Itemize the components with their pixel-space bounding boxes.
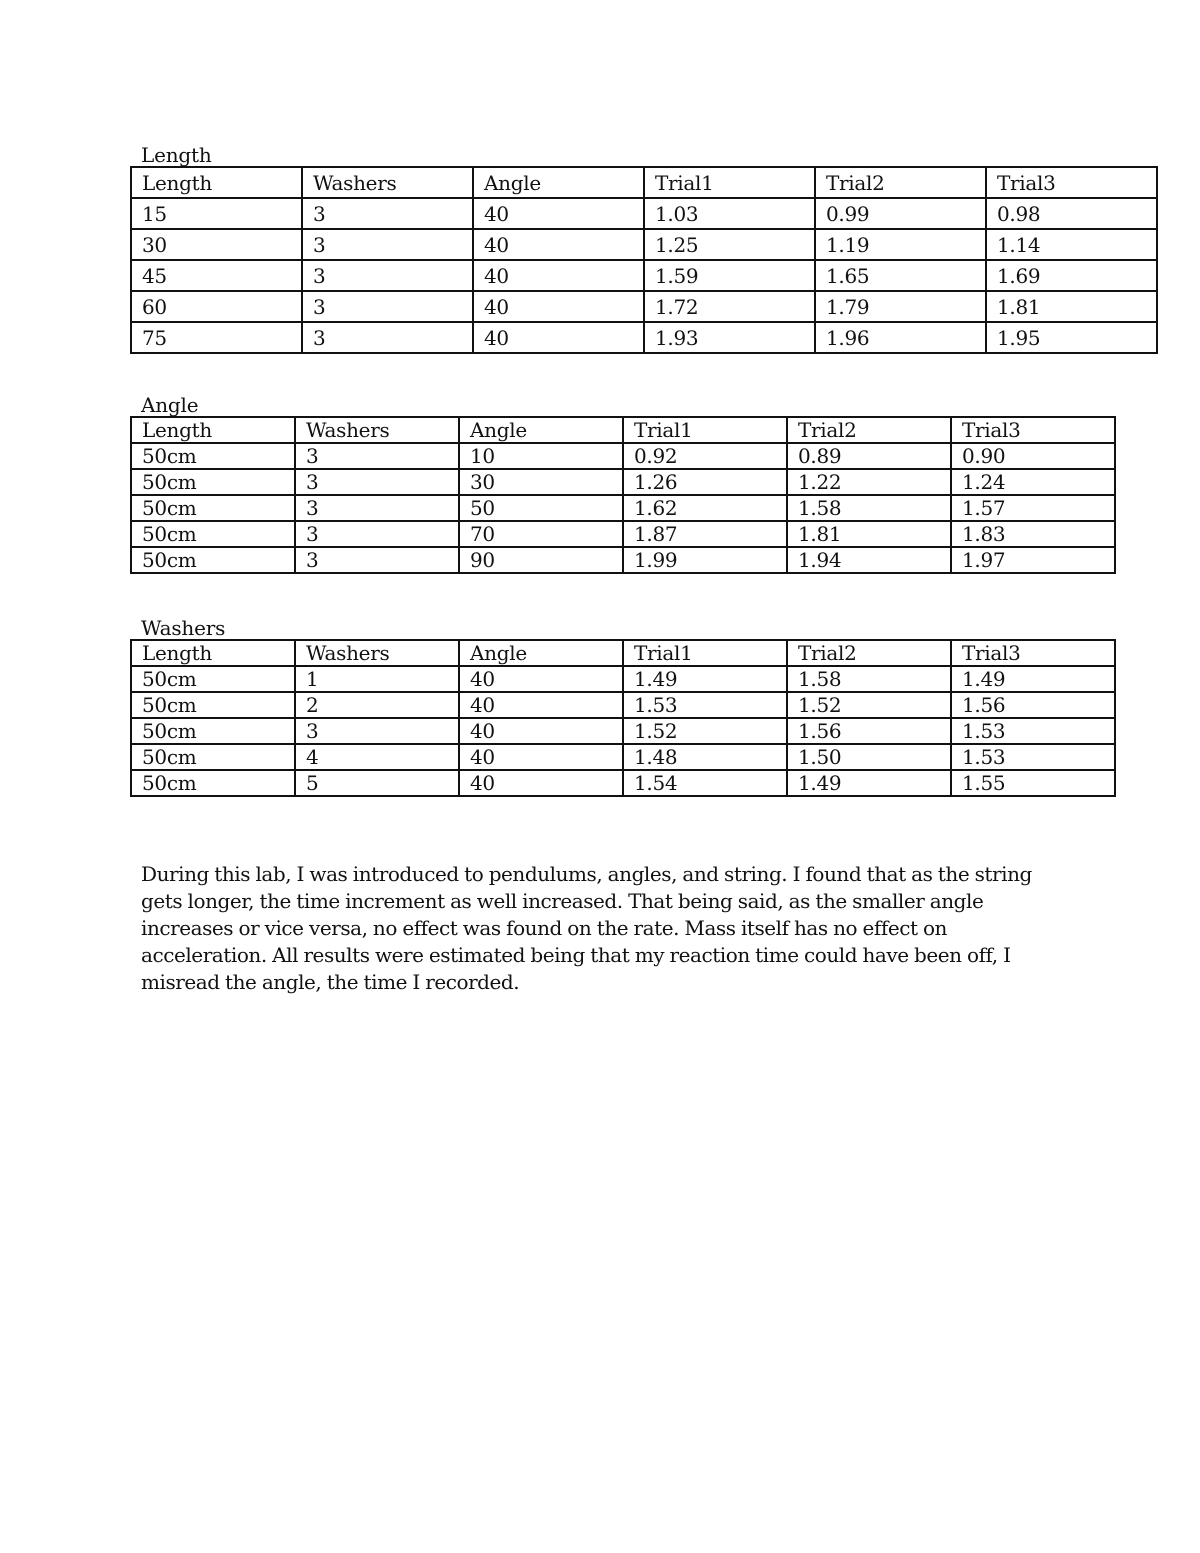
column-header: Length <box>131 417 295 443</box>
table-cell: 1.79 <box>815 291 986 322</box>
table-cell: 1.94 <box>787 547 951 573</box>
table-cell: 50cm <box>131 521 295 547</box>
table-cell: 1.72 <box>644 291 815 322</box>
table-title: Angle <box>141 393 199 417</box>
table-row <box>131 229 1157 260</box>
table-body <box>131 167 1157 353</box>
table-cell: 1.55 <box>951 770 1115 796</box>
table-cell: 1 <box>295 666 459 692</box>
table-row <box>131 547 1115 573</box>
table-cell: 0.90 <box>951 443 1115 469</box>
table-cell: 30 <box>131 229 302 260</box>
table-cell: 1.65 <box>815 260 986 291</box>
table-row <box>131 692 1115 718</box>
table-cell: 2 <box>295 692 459 718</box>
table-cell: 50cm <box>131 692 295 718</box>
table-cell: 50cm <box>131 547 295 573</box>
table-cell: 1.57 <box>951 495 1115 521</box>
table-cell: 1.53 <box>951 718 1115 744</box>
table-row <box>131 770 1115 796</box>
table-cell: 45 <box>131 260 302 291</box>
table-cell: 40 <box>459 666 623 692</box>
column-header: Trial1 <box>644 167 815 198</box>
table-row <box>131 521 1115 547</box>
table-cell: 1.22 <box>787 469 951 495</box>
table-cell: 3 <box>302 322 473 353</box>
table-cell: 30 <box>459 469 623 495</box>
table-row <box>131 198 1157 229</box>
table-title: Washers <box>141 616 226 640</box>
column-header: Angle <box>473 167 644 198</box>
table-cell: 40 <box>473 291 644 322</box>
table-cell: 1.96 <box>815 322 986 353</box>
table-cell: 40 <box>459 692 623 718</box>
table-cell: 1.54 <box>623 770 787 796</box>
table-cell: 1.95 <box>986 322 1157 353</box>
table-cell: 0.92 <box>623 443 787 469</box>
table-cell: 40 <box>459 770 623 796</box>
column-header: Washers <box>295 417 459 443</box>
table-cell: 1.62 <box>623 495 787 521</box>
table-row <box>131 443 1115 469</box>
length-data-table <box>130 166 1158 354</box>
table-cell: 1.49 <box>787 770 951 796</box>
column-header: Angle <box>459 417 623 443</box>
angle-table-section <box>130 394 1116 574</box>
table-cell: 50cm <box>131 495 295 521</box>
table-cell: 3 <box>295 443 459 469</box>
table-cell: 50cm <box>131 666 295 692</box>
table-cell: 1.49 <box>951 666 1115 692</box>
table-cell: 1.53 <box>951 744 1115 770</box>
table-title: Length <box>141 143 212 167</box>
table-cell: 1.81 <box>986 291 1157 322</box>
table-cell: 1.52 <box>623 718 787 744</box>
table-cell: 1.53 <box>623 692 787 718</box>
table-cell: 50cm <box>131 469 295 495</box>
table-cell: 3 <box>295 521 459 547</box>
table-cell: 10 <box>459 443 623 469</box>
table-cell: 40 <box>473 229 644 260</box>
table-cell: 0.98 <box>986 198 1157 229</box>
table-cell: 1.97 <box>951 547 1115 573</box>
angle-data-table <box>130 416 1116 574</box>
table-cell: 1.87 <box>623 521 787 547</box>
column-header: Length <box>131 167 302 198</box>
table-cell: 50cm <box>131 718 295 744</box>
table-cell: 50cm <box>131 770 295 796</box>
table-cell: 1.52 <box>787 692 951 718</box>
table-cell: 50cm <box>131 443 295 469</box>
conclusion-paragraph: During this lab, I was introduced to pendulums, angles, and string. I found that as the string gets longer, the time increment as well increased. That being said, as the smaller angle increases or vice versa, no effect was found on the rate. Mass itself has no effect on acceleration. All results were estimated being that my reaction time could have been off, I misread the angle, the time I recorded. <box>141 862 1032 994</box>
table-cell: 4 <box>295 744 459 770</box>
table-cell: 1.48 <box>623 744 787 770</box>
column-header: Trial2 <box>815 167 986 198</box>
table-cell: 3 <box>302 229 473 260</box>
table-row <box>131 260 1157 291</box>
table-row <box>131 495 1115 521</box>
table-cell: 1.03 <box>644 198 815 229</box>
table-header-row <box>131 417 1115 443</box>
table-cell: 0.99 <box>815 198 986 229</box>
table-row <box>131 666 1115 692</box>
table-cell: 50cm <box>131 744 295 770</box>
table-cell: 1.99 <box>623 547 787 573</box>
washers-data-table <box>130 639 1116 797</box>
table-cell: 1.25 <box>644 229 815 260</box>
column-header: Trial2 <box>787 640 951 666</box>
table-header-row <box>131 640 1115 666</box>
table-row <box>131 469 1115 495</box>
table-cell: 40 <box>459 744 623 770</box>
column-header: Trial3 <box>986 167 1157 198</box>
column-header: Trial3 <box>951 417 1115 443</box>
column-header: Trial3 <box>951 640 1115 666</box>
column-header: Length <box>131 640 295 666</box>
table-cell: 1.26 <box>623 469 787 495</box>
table-cell: 1.56 <box>787 718 951 744</box>
table-cell: 1.83 <box>951 521 1115 547</box>
table-row <box>131 744 1115 770</box>
table-cell: 3 <box>295 547 459 573</box>
table-cell: 40 <box>473 322 644 353</box>
washers-table-section <box>130 617 1116 797</box>
table-cell: 75 <box>131 322 302 353</box>
table-cell: 1.49 <box>623 666 787 692</box>
table-cell: 3 <box>302 260 473 291</box>
table-cell: 1.19 <box>815 229 986 260</box>
column-header: Trial1 <box>623 417 787 443</box>
column-header: Angle <box>459 640 623 666</box>
table-cell: 3 <box>295 495 459 521</box>
table-row <box>131 291 1157 322</box>
table-cell: 15 <box>131 198 302 229</box>
table-cell: 1.14 <box>986 229 1157 260</box>
table-cell: 1.59 <box>644 260 815 291</box>
table-row <box>131 718 1115 744</box>
column-header: Washers <box>302 167 473 198</box>
length-table-section <box>130 144 1158 354</box>
table-cell: 3 <box>302 198 473 229</box>
table-cell: 0.89 <box>787 443 951 469</box>
table-cell: 40 <box>473 198 644 229</box>
table-header-row <box>131 167 1157 198</box>
table-cell: 60 <box>131 291 302 322</box>
table-cell: 50 <box>459 495 623 521</box>
table-cell: 1.50 <box>787 744 951 770</box>
column-header: Washers <box>295 640 459 666</box>
column-header: Trial2 <box>787 417 951 443</box>
column-header: Trial1 <box>623 640 787 666</box>
table-cell: 1.93 <box>644 322 815 353</box>
table-cell: 5 <box>295 770 459 796</box>
table-cell: 3 <box>295 469 459 495</box>
table-cell: 3 <box>302 291 473 322</box>
table-cell: 70 <box>459 521 623 547</box>
table-cell: 3 <box>295 718 459 744</box>
table-row <box>131 322 1157 353</box>
table-cell: 1.24 <box>951 469 1115 495</box>
table-body <box>131 640 1115 796</box>
table-cell: 40 <box>459 718 623 744</box>
table-cell: 1.81 <box>787 521 951 547</box>
table-cell: 1.69 <box>986 260 1157 291</box>
table-cell: 90 <box>459 547 623 573</box>
table-body <box>131 417 1115 573</box>
table-cell: 40 <box>473 260 644 291</box>
table-cell: 1.56 <box>951 692 1115 718</box>
table-cell: 1.58 <box>787 666 951 692</box>
table-cell: 1.58 <box>787 495 951 521</box>
